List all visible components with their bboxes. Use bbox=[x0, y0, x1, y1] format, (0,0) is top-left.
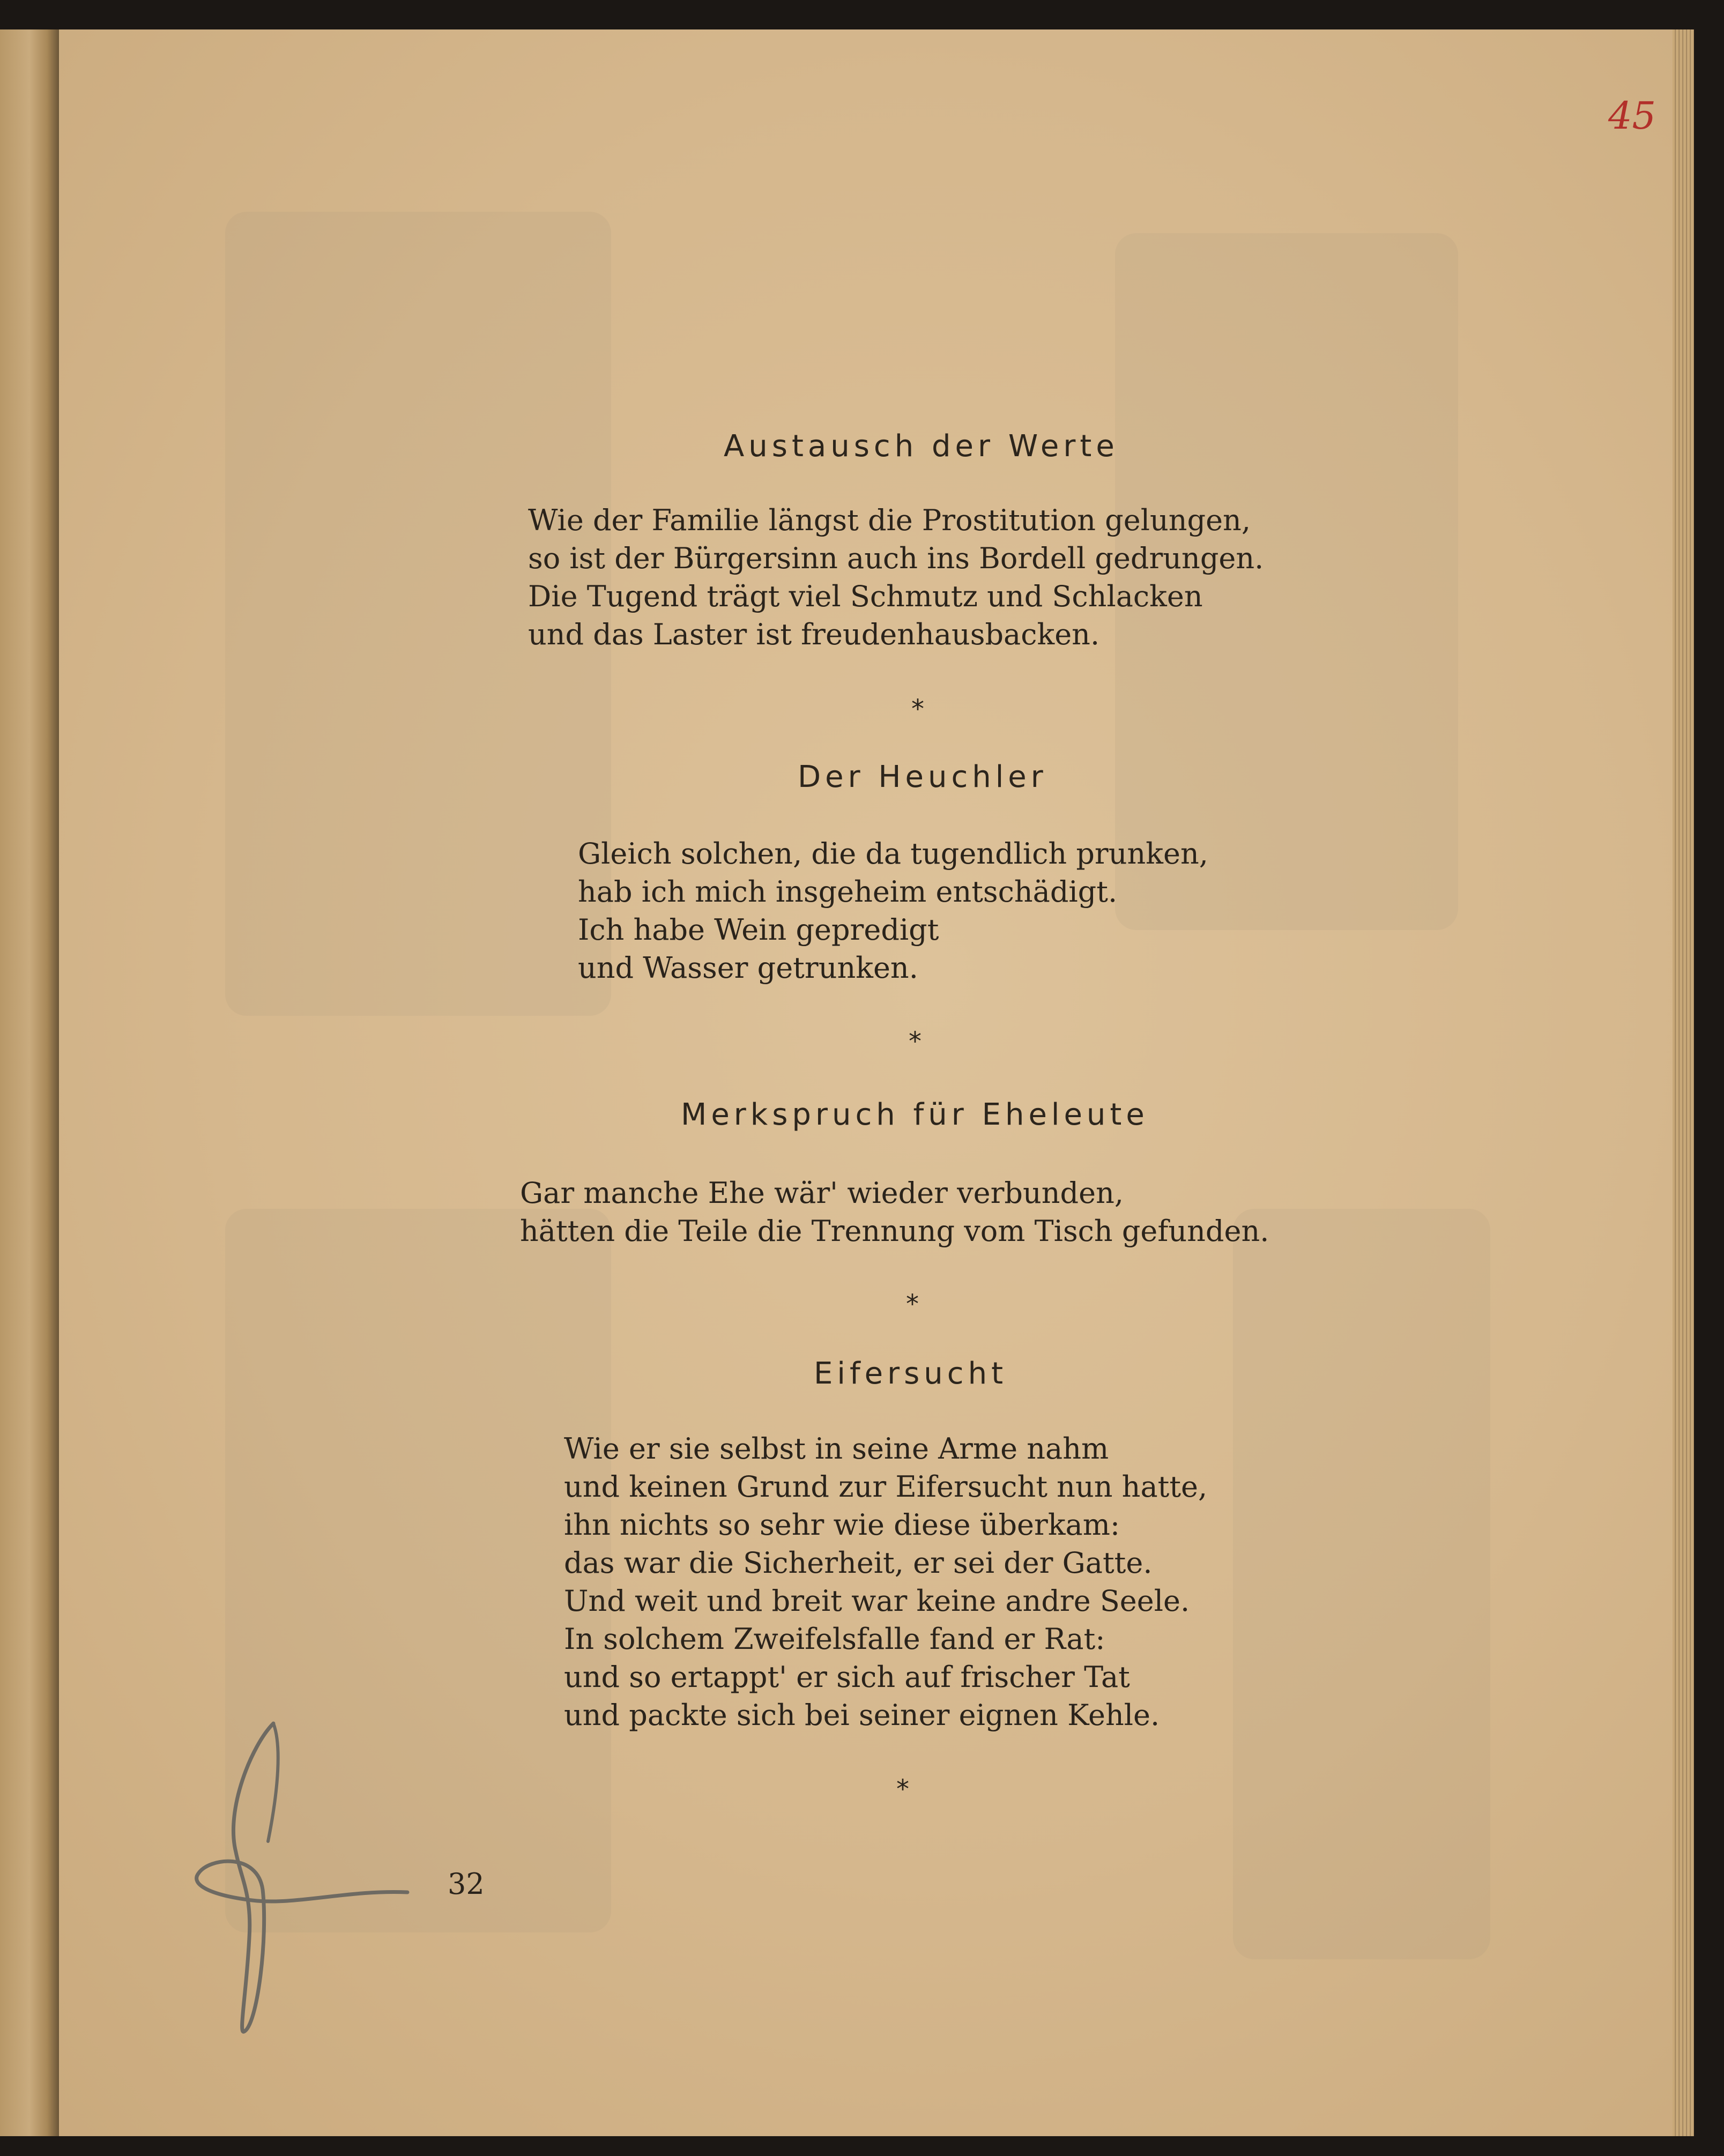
poem-line: Gar manche Ehe wär' wieder verbunden, bbox=[520, 1176, 1124, 1210]
section-separator: * bbox=[896, 1774, 909, 1804]
pencil-signature bbox=[188, 1713, 429, 2045]
poem-line: und das Laster ist freudenhausbacken. bbox=[528, 618, 1100, 651]
poem-line: Und weit und breit war keine andre Seele. bbox=[564, 1584, 1190, 1618]
section-separator: * bbox=[906, 1289, 919, 1319]
archive-number: 45 bbox=[1608, 94, 1656, 138]
poem-title: Der Heuchler bbox=[798, 760, 1047, 794]
poem-line: Wie er sie selbst in seine Arme nahm bbox=[564, 1432, 1109, 1466]
poem-body bbox=[564, 1430, 1207, 1734]
section-separator: * bbox=[911, 694, 924, 724]
poem-line: In solchem Zweifelsfalle fand er Rat: bbox=[564, 1622, 1105, 1656]
poem-line: Die Tugend trägt viel Schmutz und Schlacken bbox=[528, 579, 1203, 613]
poem-body bbox=[528, 501, 1264, 653]
paper-sheet bbox=[0, 29, 1694, 2136]
section-separator: * bbox=[909, 1027, 922, 1057]
poem-line: und Wasser getrunken. bbox=[578, 951, 918, 985]
poem-title: Merkspruch für Eheleute bbox=[681, 1097, 1149, 1132]
poem-line: Gleich solchen, die da tugendlich prunken, bbox=[578, 837, 1208, 871]
poem-line: hätten die Teile die Trennung vom Tisch gefunden. bbox=[520, 1214, 1269, 1248]
poem-line: das war die Sicherheit, er sei der Gatte. bbox=[564, 1546, 1153, 1580]
page-number: 32 bbox=[448, 1867, 485, 1901]
poem-body bbox=[578, 835, 1208, 987]
poem-body bbox=[520, 1174, 1269, 1250]
poem-line: und keinen Grund zur Eifersucht nun hatte, bbox=[564, 1470, 1208, 1504]
poem-title: Austausch der Werte bbox=[724, 429, 1119, 464]
poem-title: Eifersucht bbox=[814, 1356, 1008, 1391]
poem-line: so ist der Bürgersinn auch ins Bordell gedrungen. bbox=[528, 541, 1264, 575]
poem-line: Wie der Familie längst die Prostitution gelungen, bbox=[528, 503, 1251, 537]
poem-line: Ich habe Wein gepredigt bbox=[578, 913, 939, 947]
poem-line: und so ertappt' er sich auf frischer Tat bbox=[564, 1660, 1130, 1694]
page-text bbox=[0, 29, 1694, 2136]
poem-line: hab ich mich insgeheim entschädigt. bbox=[578, 875, 1118, 909]
poem-line: und packte sich bei seiner eignen Kehle. bbox=[564, 1698, 1160, 1732]
poem-line: ihn nichts so sehr wie diese überkam: bbox=[564, 1508, 1120, 1542]
